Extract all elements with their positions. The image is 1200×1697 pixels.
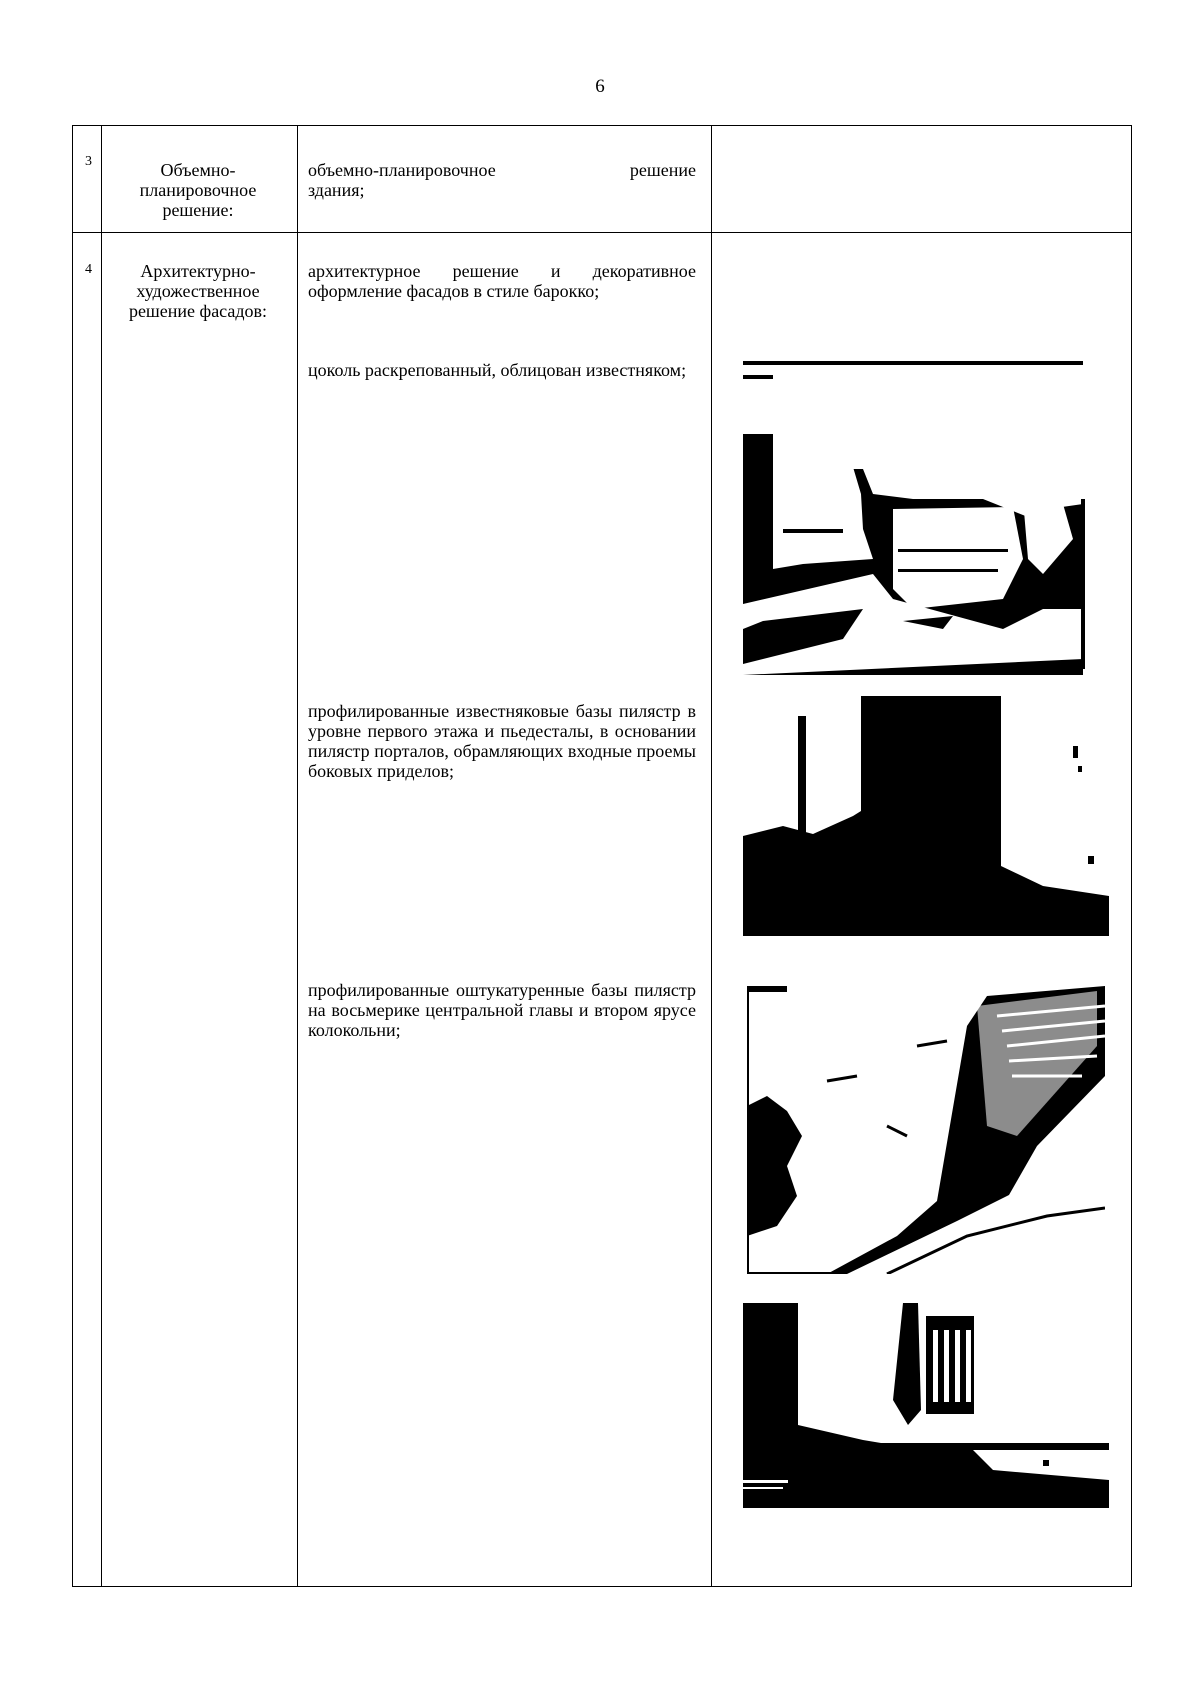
description-line: объемно-планировочное решение <box>308 160 696 180</box>
row-description: цоколь раскрепованный, облицован известняком; <box>308 360 687 380</box>
plinth-photo <box>743 359 1109 675</box>
column-divider <box>711 126 712 1586</box>
row-description: профилированные оштукатуренные базы пилястр на восьмерике центральной главы и втором ярусе колокольни; <box>308 980 696 1040</box>
column-divider <box>297 126 298 1586</box>
row-description <box>308 160 696 200</box>
column-divider <box>101 126 102 1586</box>
row-name: Объемно-планировочное решение: <box>139 160 257 220</box>
page-number: 6 <box>595 76 605 97</box>
row-number: 4 <box>85 262 92 277</box>
pilaster-base-photo <box>743 696 1109 936</box>
row-description: профилированные известняковые базы пилястр в уровне первого этажа и пьедесталы, в основании пилястр порталов, обрамляющих входные проемы боковых приделов; <box>308 701 696 781</box>
row-name: Архитектурно-художественное решение фасадов: <box>128 261 268 321</box>
row-divider <box>73 232 1131 233</box>
bell-tower-base-photo <box>743 1300 1109 1508</box>
row-description: архитектурное решение и декоративное оформление фасадов в стиле барокко; <box>308 261 696 301</box>
description-line: здания; <box>308 180 365 200</box>
specification-table <box>72 125 1132 1587</box>
octagon-base-photo <box>747 986 1105 1274</box>
row-number: 3 <box>85 154 92 169</box>
